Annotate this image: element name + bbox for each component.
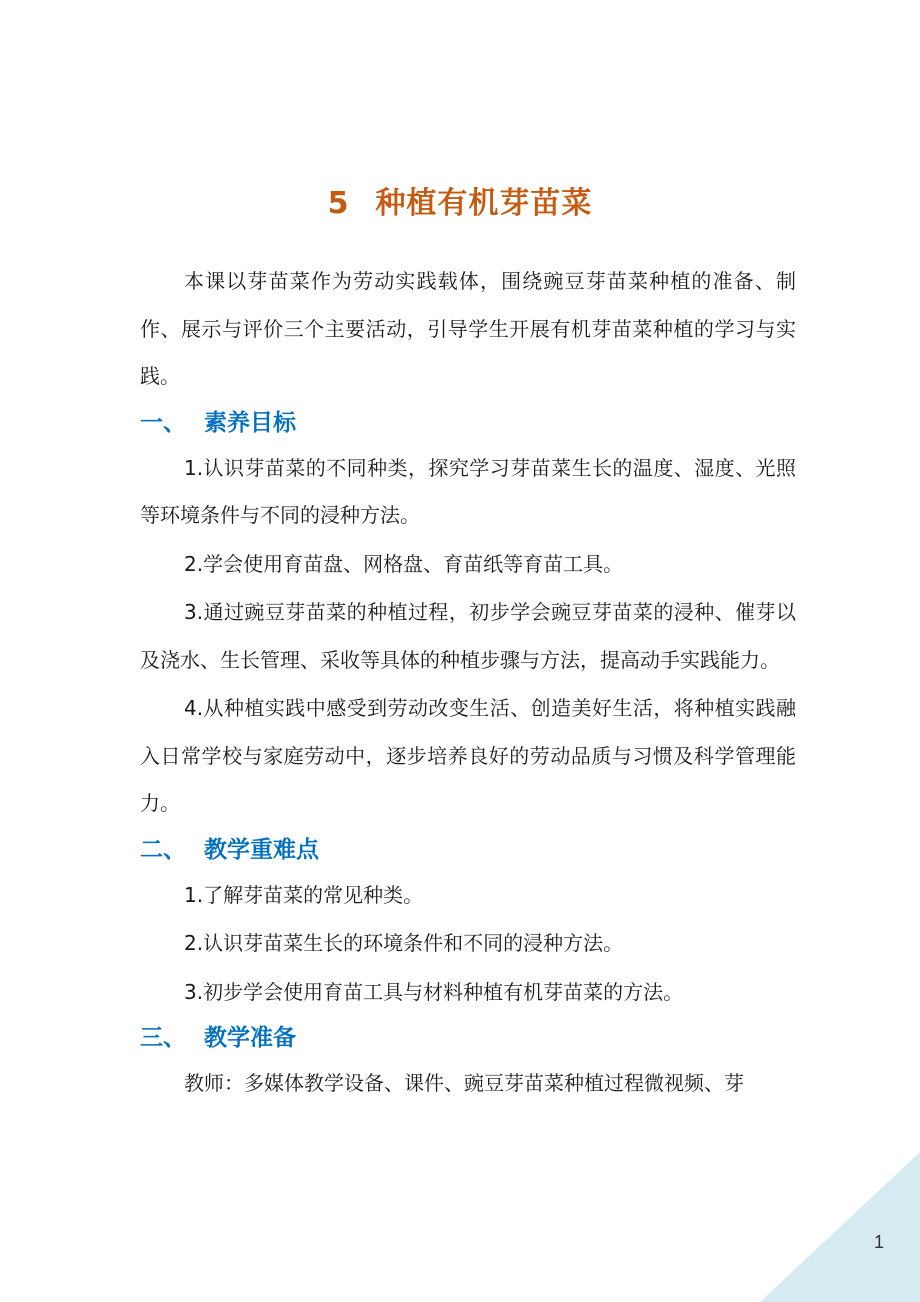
goal-item-2: 2.学会使用育苗盘、网格盘、育苗纸等育苗工具。 — [184, 551, 624, 576]
key-point-item-1: 1.了解芽苗菜的常见种类。 — [184, 882, 424, 907]
corner-decoration — [760, 1152, 920, 1302]
section-title: 教学重难点 — [204, 836, 319, 863]
key-point-item-3: 3.初步学会使用育苗工具与材料种植有机芽苗菜的方法。 — [184, 979, 684, 1004]
page-number: 1 — [873, 1232, 884, 1252]
goal-item-3: 3.通过豌豆芽苗菜的种植过程，初步学会豌豆芽苗菜的浸种、催芽以及浇水、生长管理、采收等具体的种植步骤与方法，提高动手实践能力。 — [140, 600, 796, 672]
goal-item-4: 4.从种植实践中感受到劳动改变生活、创造美好生活，将种植实践融入日常学校与家庭劳动中，逐步培养良好的劳动品质与习惯及科学管理能力。 — [140, 696, 796, 815]
section-heading-preparation — [140, 1016, 796, 1060]
title-number: 5 — [327, 186, 350, 222]
title-text: 种植有机芽苗菜 — [375, 186, 593, 222]
section-heading-goals — [140, 401, 796, 445]
section-number: 二、 — [140, 836, 186, 863]
section-title: 素养目标 — [204, 409, 296, 436]
section-number: 三、 — [140, 1025, 186, 1051]
key-point-item-2: 2.认识芽苗菜生长的环境条件和不同的浸种方法。 — [184, 931, 624, 955]
preparation-item-1: 教师：多媒体教学设备、课件、豌豆芽苗菜种植过程微视频、芽 — [184, 1071, 744, 1095]
section-number: 一、 — [140, 409, 186, 436]
intro-paragraph: 本课以芽苗菜作为劳动实践载体，围绕豌豆芽苗菜种植的准备、制作、展示与评价三个主要活动，引导学生开展有机芽苗菜种植的学习与实践。 — [140, 269, 796, 388]
document-body — [140, 258, 796, 1108]
document-title — [0, 182, 920, 226]
corner-triangle — [760, 1152, 920, 1302]
section-heading-key-points — [140, 828, 796, 872]
goal-item-1: 1.认识芽苗菜的不同种类，探究学习芽苗菜生长的温度、湿度、光照等环境条件与不同的浸种方法。 — [140, 455, 796, 527]
section-title: 教学准备 — [204, 1025, 296, 1051]
